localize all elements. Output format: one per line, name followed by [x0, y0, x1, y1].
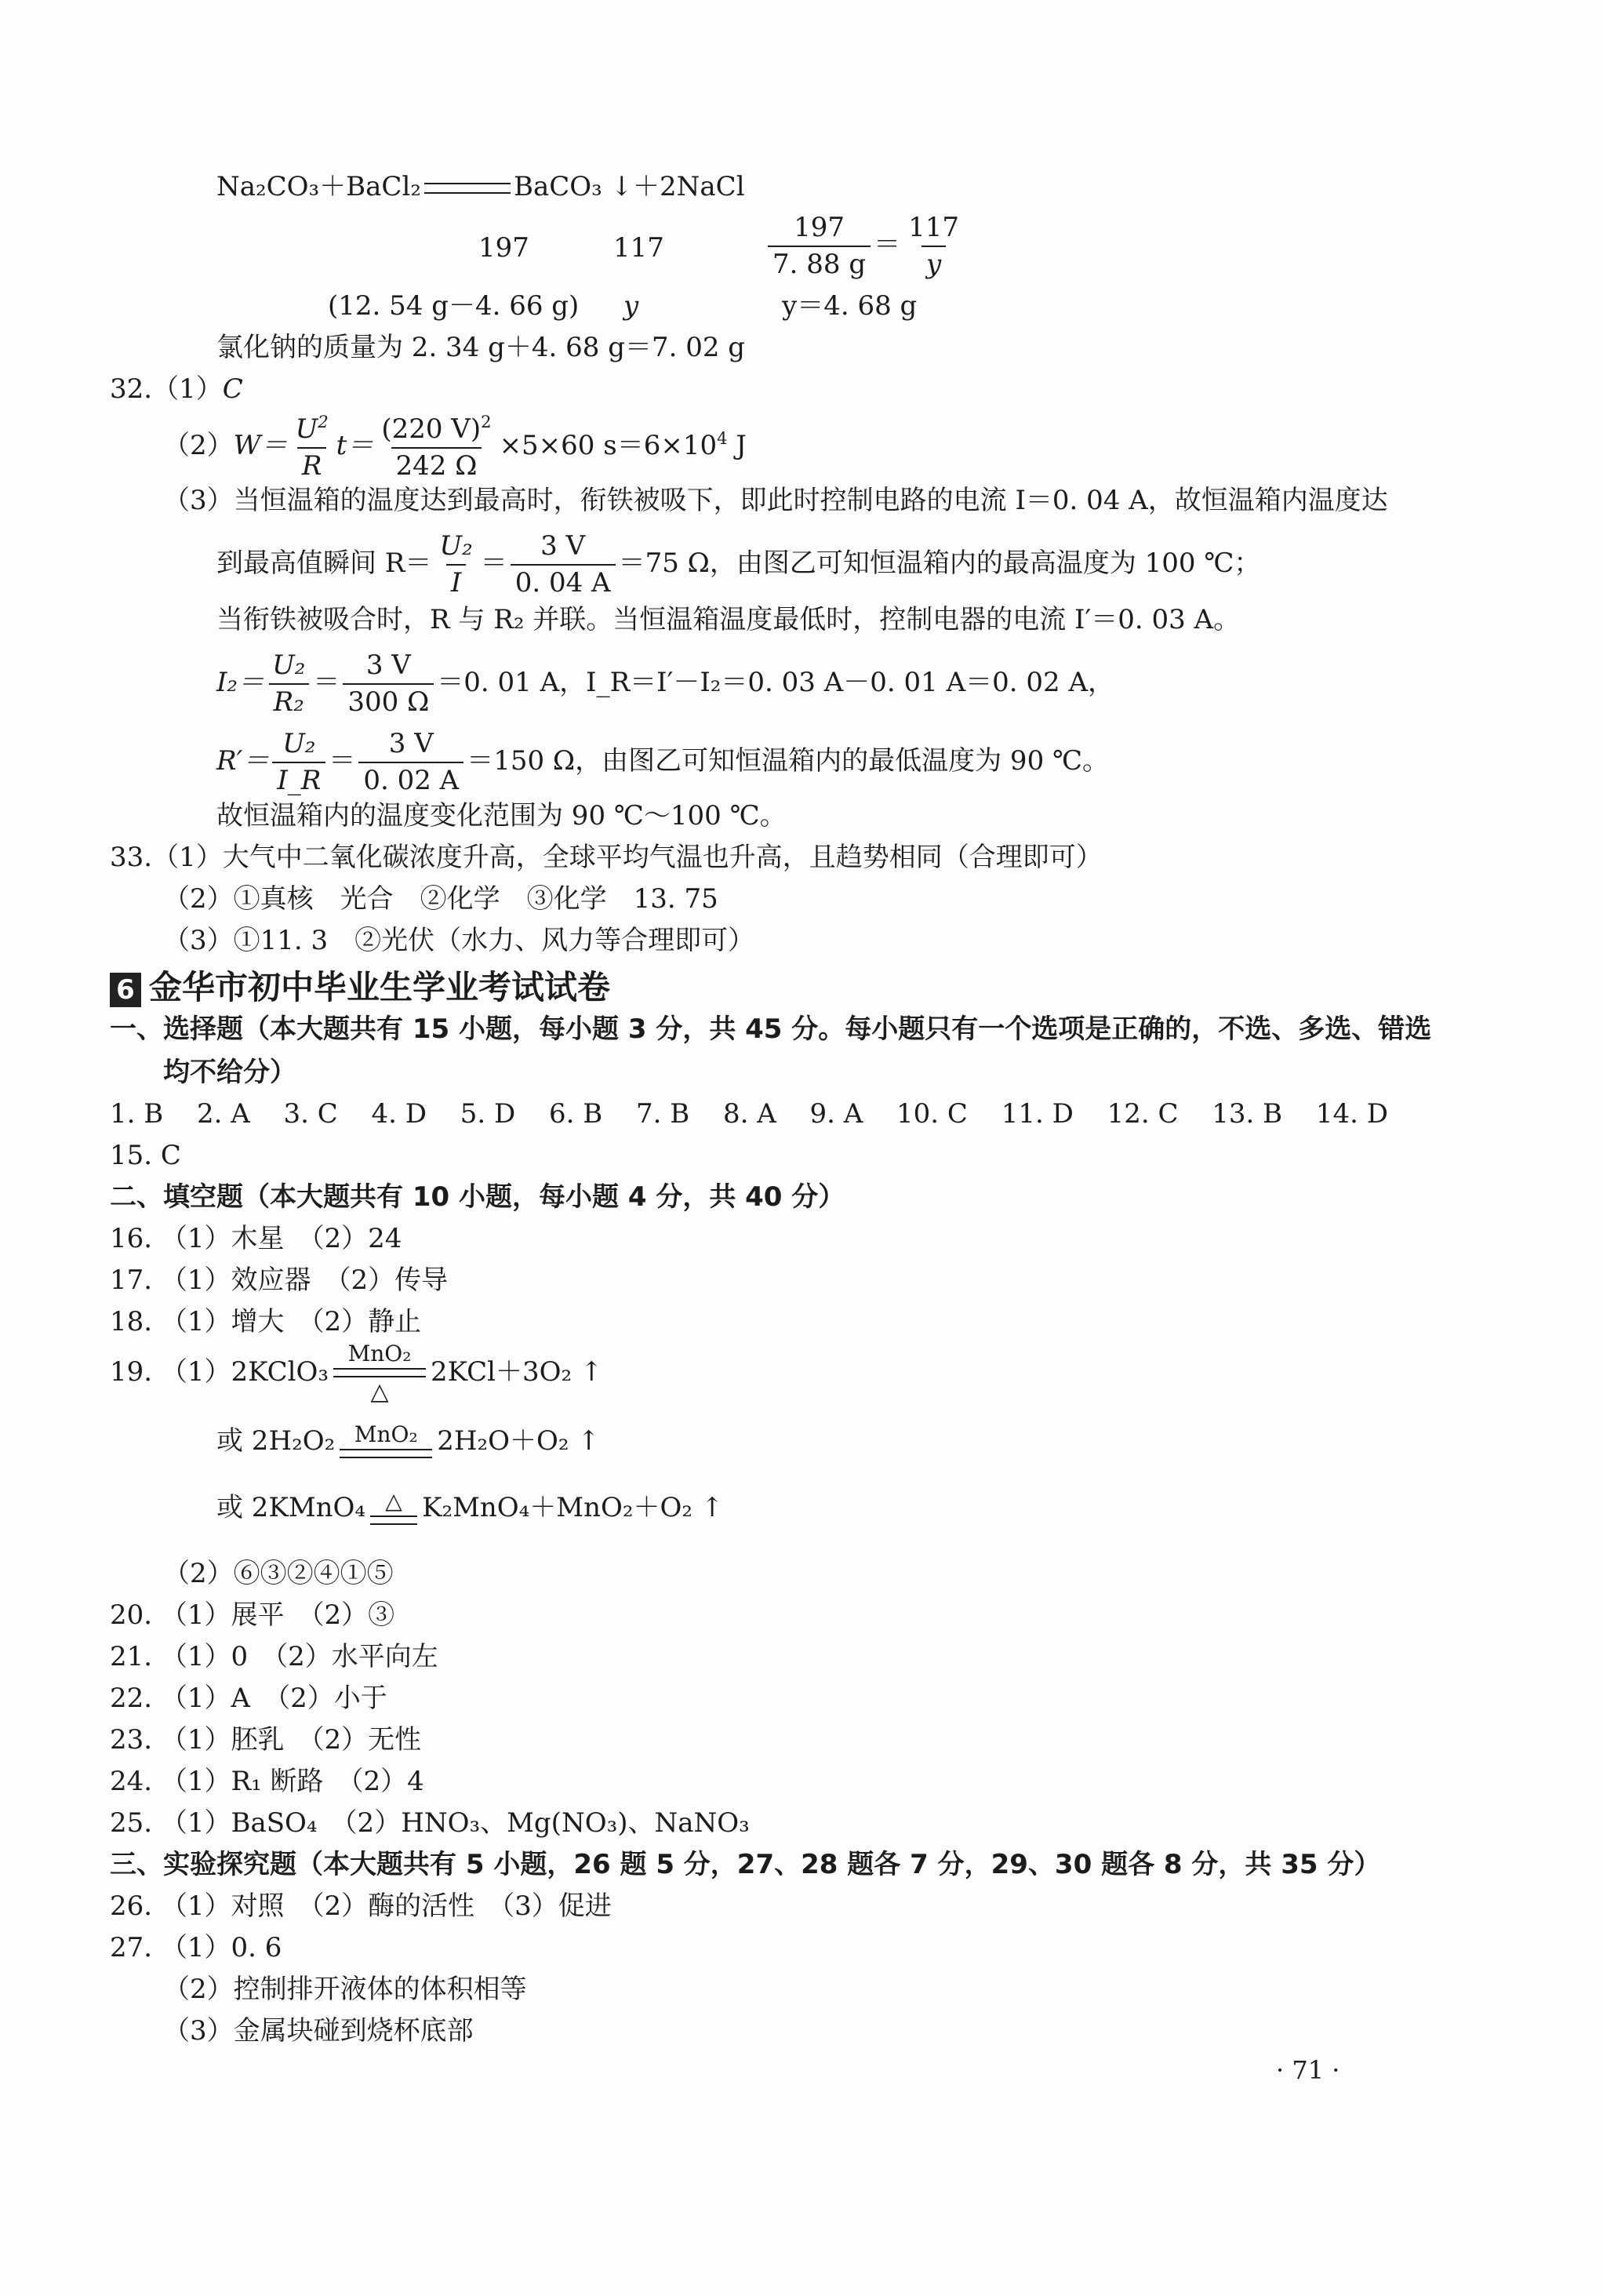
fraction: [358, 728, 463, 797]
numerator: U₂: [439, 530, 473, 562]
catalyst: MnO₂: [347, 1341, 412, 1366]
reaction-condition: [340, 1421, 432, 1461]
text: 当恒温箱的温度达到最高时，衔铁被吸下，即此时控制电路的电流 I＝0. 04 A，故恒温箱内温度达: [233, 485, 1388, 516]
fraction-voltage: [376, 412, 496, 482]
q19-line3: [216, 1490, 723, 1528]
text: 或 2KMnO₄: [216, 1492, 366, 1523]
page-number: · 71 ·: [1276, 2055, 1340, 2085]
fraction: [511, 530, 616, 599]
numerator: U₂: [272, 650, 306, 681]
y-variable: y: [623, 290, 639, 322]
question-number: 33.: [110, 842, 153, 873]
numerator: 3 V: [365, 650, 411, 681]
q26: 26. （1）对照 （2）酶的活性 （3）促进: [110, 1890, 612, 1922]
numerator: $U^2$: [295, 412, 329, 446]
equation-bar: [370, 1516, 417, 1525]
numerator-text: (220 V): [381, 413, 482, 446]
molar-mass-baco3: 197: [478, 232, 529, 264]
answer-item: 9. A: [809, 1098, 863, 1130]
answer-item: 4. D: [371, 1098, 427, 1130]
answer-item: 7. B: [635, 1098, 690, 1130]
denominator: R₂: [269, 683, 309, 719]
denominator: 0. 04 A: [511, 564, 616, 599]
q22: 22. （1）A （2）小于: [110, 1683, 387, 1714]
q32-part2: [163, 412, 747, 482]
q32-part3-line6: 故恒温箱内的温度变化范围为 90 ℃～100 ℃。: [216, 800, 787, 831]
text: ＝75 Ω，由图乙可知恒温箱内的最高温度为 100 ℃；: [618, 547, 1261, 579]
answer-item: 3. C: [283, 1098, 338, 1130]
q27-part2: （2）控制排开液体的体积相等: [163, 1974, 527, 2005]
text: 或 2H₂O₂: [216, 1425, 336, 1457]
answer-item: 2. A: [196, 1098, 250, 1130]
answer-row: [110, 1098, 1388, 1130]
text: ＝0. 01 A，I_R＝I′－I₂＝0. 03 A－0. 01 A＝0. 02 A，: [437, 666, 1114, 698]
question-number: 32.: [110, 373, 153, 405]
section3-title: 三、实验探究题（本大题共有 5 小题，26 题 5 分，27、28 题各 7 分，29、30 题各 8 分，共 35 分）: [110, 1849, 1381, 1880]
q19-part2: （2）⑥③②④①⑤: [163, 1558, 394, 1589]
reaction-condition: [370, 1490, 417, 1528]
denominator: 300 Ω: [343, 683, 434, 719]
text: ＝150 Ω，由图乙可知恒温箱内的最低温度为 90 ℃。: [467, 744, 1110, 777]
text: 19. （1）2KClO₃: [110, 1356, 329, 1388]
answer-item: 15. C: [110, 1140, 181, 1171]
equation-bar: [333, 1368, 426, 1377]
answer-item: 13. B: [1212, 1098, 1283, 1130]
formula-t: t＝: [336, 429, 374, 461]
part-label: （2）: [163, 429, 234, 461]
numerator: 3 V: [540, 530, 586, 562]
fraction: [434, 530, 477, 599]
q33-part1: [110, 842, 1103, 874]
fraction: [903, 212, 964, 281]
exam-number-badge: 6: [110, 973, 141, 1007]
nacl-mass-line: 氯化钠的质量为 2. 34 g＋4. 68 g＝7. 02 g: [216, 332, 746, 363]
q19-line2: [216, 1421, 600, 1461]
down-arrow-icon: ↓: [602, 171, 634, 202]
q21: 21. （1）0 （2）水平向左: [110, 1641, 438, 1672]
reactant-text: Na₂CO₃＋BaCl₂: [216, 171, 421, 202]
answer-item: 10. C: [896, 1098, 968, 1130]
result-text: ×5×60 s＝6×10: [499, 429, 718, 461]
answer-item: 12. C: [1107, 1098, 1179, 1130]
unit: J: [727, 429, 747, 461]
text: R′＝: [216, 744, 270, 777]
q32-part1: [110, 373, 243, 406]
heat-symbol: △: [385, 1488, 402, 1514]
denominator: I: [446, 564, 466, 599]
up-arrow-icon: ↑: [569, 1425, 600, 1457]
answer-item: 8. A: [722, 1098, 776, 1130]
product-text: BaCO₃: [513, 171, 602, 202]
q16: 16. （1）木星 （2）24: [110, 1223, 402, 1254]
numerator: U₂: [282, 728, 316, 759]
denominator: R: [297, 447, 327, 482]
denominator: y: [921, 246, 946, 281]
up-arrow-icon: ↑: [572, 1356, 603, 1388]
fraction: [343, 650, 434, 719]
exponent: 4: [717, 428, 728, 448]
q33-part3: （3）①11. 3 ②光伏（水力、风力等合理即可）: [163, 925, 755, 956]
answer-item: 11. D: [1001, 1098, 1074, 1130]
part-label: （3）: [163, 485, 234, 516]
ratio-equation: $\frac{197}{7. 88 g}$ ＝ $\frac{117}{y}$: [765, 212, 967, 281]
q23: 23. （1）胚乳 （2）无性: [110, 1724, 422, 1756]
section2-title: 二、填空题（本大题共有 10 小题，每小题 4 分，共 40 分）: [110, 1181, 845, 1213]
denominator: I_R: [272, 762, 325, 797]
denominator: 242 Ω: [391, 447, 482, 482]
q25: 25. （1）BaSO₄ （2）HNO₃、Mg(NO₃)、NaNO₃: [110, 1807, 750, 1839]
heat-symbol: △: [370, 1378, 389, 1406]
denominator: 0. 02 A: [358, 762, 463, 797]
numerator: (220 V)$^2$: [381, 412, 492, 446]
exam-title: 金华市初中毕业生学业考试试卷: [149, 968, 611, 1006]
section1-title-cont: 均不给分）: [163, 1057, 296, 1088]
fraction: [272, 728, 325, 797]
numerator: 3 V: [388, 728, 434, 759]
q32-part3-line5: R′＝ $\frac{\text{U₂}}{I\_R}$ ＝ $\frac{3 V}{0. 02 A}$ ＝150 Ω，由图乙可知恒温箱内的最低温度为 90 ℃。: [216, 728, 1110, 796]
equation-bar: [340, 1449, 432, 1458]
q19-line1: [110, 1343, 602, 1404]
answer-item: 5. D: [460, 1098, 516, 1130]
answer: C: [222, 373, 243, 405]
reaction-condition: [333, 1343, 426, 1404]
text: K₂MnO₄＋MnO₂＋O₂: [422, 1492, 693, 1523]
part-label: （1）: [152, 373, 223, 405]
up-arrow-icon: ↑: [692, 1492, 724, 1523]
q27-part3: （3）金属块碰到烧杯底部: [163, 2015, 474, 2047]
formula-w: W＝: [233, 429, 288, 461]
fraction: [768, 212, 871, 281]
q32-part3-line2: 到最高值瞬间 R＝ $\frac{\text{U₂}}{I}$ ＝ $\frac{3 V}{0. 04 A}$ ＝75 Ω，由图乙可知恒温箱内的最高温度为 100 ℃；: [216, 530, 1261, 599]
q32-part3-line1: [163, 485, 1388, 517]
text: 2KCl＋3O₂: [431, 1356, 572, 1388]
text: （1）大气中二氧化碳浓度升高，全球平均气温也升高，且趋势相同（合理即可）: [152, 842, 1103, 873]
denominator: 7. 88 g: [768, 246, 871, 281]
text: 到最高值瞬间 R＝: [216, 547, 432, 579]
q17: 17. （1）效应器 （2）传导: [110, 1264, 449, 1296]
numerator: 117: [908, 212, 959, 243]
q24: 24. （1）R₁ 断路 （2）4: [110, 1766, 424, 1797]
q27-part1: 27. （1）0. 6: [110, 1932, 282, 1963]
equation-bar: [424, 183, 511, 194]
answer-item: 14. D: [1315, 1098, 1388, 1130]
exam-heading: [110, 968, 610, 1007]
q18: 18. （1）增大 （2）静止: [110, 1306, 422, 1337]
answer-item: 6. B: [549, 1098, 603, 1130]
q32-part3-line4: I₂＝ $\frac{\text{U₂}}{\text{R₂}}$ ＝ $\frac{3 V}{300 \Omega}$ ＝0. 01 A，I_R＝I′－I₂＝0. 03 A－0. 01 A＝0. 02 A，: [216, 650, 1114, 718]
section1-title: 一、选择题（本大题共有 15 小题，每小题 3 分，共 45 分。每小题只有一个选项是正确的，不选、多选、错选: [110, 1013, 1432, 1045]
text: I₂＝: [216, 666, 265, 698]
answer-item: 1. B: [110, 1098, 164, 1130]
q33-part2: （2）①真核 光合 ②化学 ③化学 13. 75: [163, 883, 718, 915]
mass-expression: (12. 54 g－4. 66 g): [328, 290, 580, 322]
fraction-u2-r: [291, 412, 333, 482]
q20: 20. （1）展平 （2）③: [110, 1599, 395, 1631]
text: 2H₂O＋O₂: [437, 1425, 569, 1457]
numerator: 197: [794, 212, 845, 243]
product-tail: ＋2NaCl: [633, 171, 745, 202]
y-result: y＝4. 68 g: [782, 290, 918, 322]
catalyst: MnO₂: [354, 1421, 418, 1447]
q32-part3-line3: 当衔铁被吸合时，R 与 R₂ 并联。当恒温箱温度最低时，控制电器的电流 I′＝0. 03 A。: [216, 604, 1241, 635]
fraction: [267, 650, 310, 719]
molar-mass-nacl: 117: [613, 232, 664, 264]
reaction-equation: [216, 171, 745, 203]
